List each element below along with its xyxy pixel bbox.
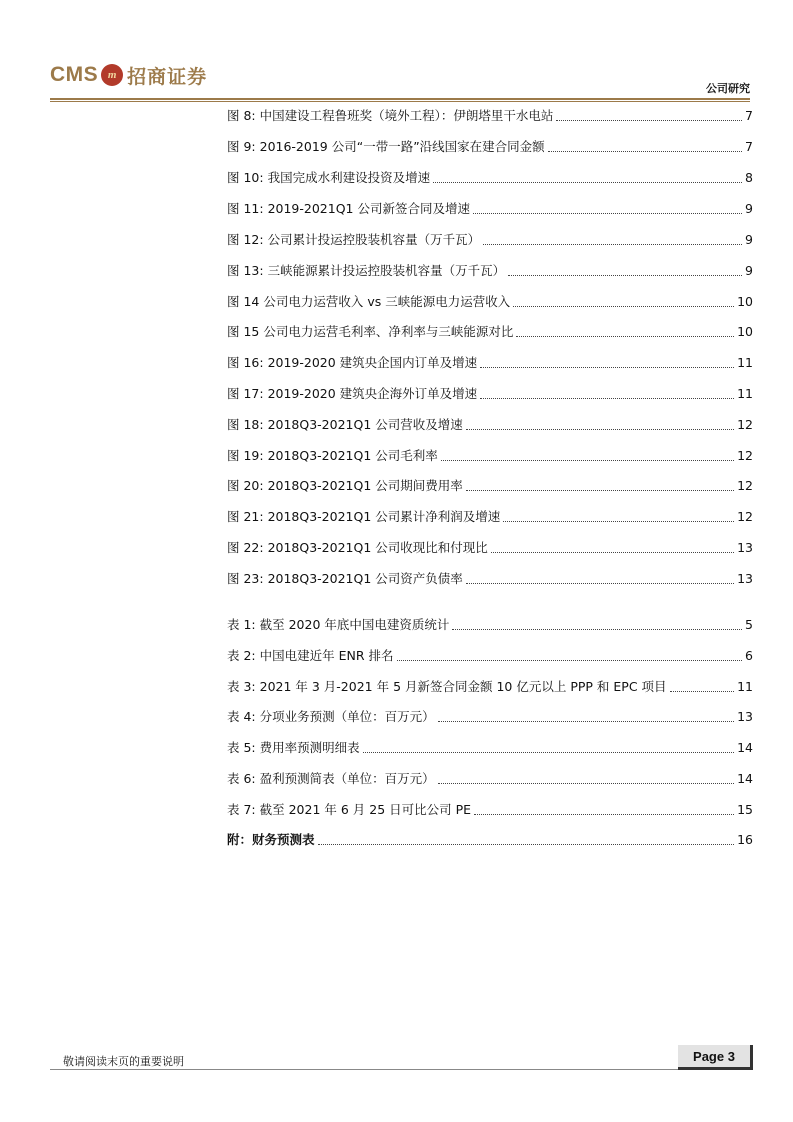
toc-leader [556,119,742,121]
toc-entry-label: 图 23: 2018Q3-2021Q1 公司资产负债率 [227,571,463,586]
toc-leader [483,243,742,245]
toc-entry[interactable] [227,507,753,527]
toc-leader [466,428,734,430]
toc-leader [466,582,734,584]
toc-entry[interactable] [227,800,753,820]
logo-emblem-icon: m [101,64,123,86]
toc-entry[interactable] [227,384,753,404]
toc-entry[interactable] [227,137,753,157]
toc-entry-page: 12 [737,448,753,463]
toc-leader [508,274,742,276]
toc-entry-label: 图 20: 2018Q3-2021Q1 公司期间费用率 [227,478,463,493]
toc-entry-page: 11 [737,386,753,401]
toc-entry-label: 附：财务预测表 [227,832,315,847]
toc-leader [441,459,734,461]
toc-leader [548,150,742,152]
toc-entry-page: 15 [737,802,753,817]
toc-leader [473,212,742,214]
toc-leader [513,305,734,307]
toc-entry-page: 5 [745,617,753,632]
toc-entry-page: 9 [745,201,753,216]
toc-entry-label: 图 13: 三峡能源累计投运控股装机容量（万千瓦） [227,263,506,278]
toc-entry-page: 13 [737,709,753,724]
toc-entry-label: 图 22: 2018Q3-2021Q1 公司收现比和付现比 [227,540,488,555]
page-number-badge: Page 3 [678,1045,753,1070]
toc-entry-page: 7 [745,139,753,154]
toc-entry[interactable] [227,569,753,589]
toc-entry-label: 表 4: 分项业务预测（单位：百万元） [227,709,435,724]
toc-entry-page: 7 [745,108,753,123]
toc-entry-label: 表 1: 截至 2020 年底中国电建资质统计 [227,617,450,632]
logo-latin-text: CMS [50,63,99,86]
toc-entry-label: 表 5: 费用率预测明细表 [227,740,360,755]
toc-leader [363,751,734,753]
toc-entry-label: 图 11: 2019-2021Q1 公司新签合同及增速 [227,201,470,216]
toc-entry-page: 12 [737,417,753,432]
toc-entry-label: 图 8: 中国建设工程鲁班奖（境外工程）：伊朗塔里干水电站 [227,108,554,123]
toc-leader [503,520,734,522]
toc-entry-page: 14 [737,771,753,786]
toc-entry-label: 图 16: 2019-2020 建筑央企国内订单及增速 [227,355,478,370]
logo-chinese-text: 招商证券 [127,65,208,88]
toc-leader [397,659,743,661]
company-logo [50,60,207,90]
toc-entry-label: 表 3: 2021 年 3 月-2021 年 5 月新签合同金额 10 亿元以上 PPP 和 EPC 项目 [227,679,667,694]
toc-entry-page: 12 [737,478,753,493]
toc-entry-page: 10 [737,294,753,309]
toc-entry-page: 9 [745,232,753,247]
toc-entry-page: 11 [737,355,753,370]
toc-entry-label: 图 14 公司电力运营收入 vs 三峡能源电力运营收入 [227,294,511,309]
toc-leader [452,628,742,630]
toc-leader [318,843,735,845]
section-label: 公司研究 [706,82,750,95]
page-footer [50,1045,753,1075]
toc-entry-label: 图 21: 2018Q3-2021Q1 公司累计净利润及增速 [227,509,501,524]
toc-entry-label: 表 2: 中国电建近年 ENR 排名 [227,648,394,663]
toc-entry[interactable] [227,446,753,466]
page-header [50,60,750,100]
toc-leader [480,397,734,399]
toc-entry-label: 图 17: 2019-2020 建筑央企海外订单及增速 [227,386,478,401]
toc-leader [516,335,734,337]
toc-entry-appendix[interactable] [227,830,753,850]
toc-entry[interactable] [227,353,753,373]
toc-entry-page: 8 [745,170,753,185]
toc-entry-label: 图 18: 2018Q3-2021Q1 公司营收及增速 [227,417,463,432]
toc-leader [466,489,734,491]
toc-leader [670,690,735,692]
toc-entry-page: 14 [737,740,753,755]
toc-entry[interactable] [227,677,753,697]
disclaimer-note: 敬请阅读末页的重要说明 [63,1055,184,1068]
toc-entry[interactable] [227,261,753,281]
toc-entry-page: 16 [737,832,753,847]
toc-entry-label: 图 12: 公司累计投运控股装机容量（万千瓦） [227,232,481,247]
toc-entry[interactable] [227,476,753,496]
toc-leader [433,181,742,183]
toc-entry[interactable] [227,538,753,558]
header-divider [50,98,750,100]
toc-entry-label: 图 9: 2016-2019 公司“一带一路”沿线国家在建合同金额 [227,139,545,154]
toc-entry[interactable] [227,106,753,126]
toc-entry-page: 9 [745,263,753,278]
toc-entry[interactable] [227,292,753,312]
toc-entry[interactable] [227,168,753,188]
toc-entry-page: 13 [737,571,753,586]
toc-leader [491,551,734,553]
toc-entry[interactable] [227,707,753,727]
toc-entry[interactable] [227,322,753,342]
toc-entry[interactable] [227,738,753,758]
toc-entry-label: 表 7: 截至 2021 年 6 月 25 日可比公司 PE [227,802,472,817]
toc-leader [438,782,734,784]
toc-entry-page: 10 [737,324,753,339]
header-divider-thin [50,101,750,102]
footer-divider [50,1069,753,1070]
toc-entry[interactable] [227,415,753,435]
toc-entry-page: 13 [737,540,753,555]
toc-entry[interactable] [227,769,753,789]
toc-entry[interactable] [227,615,753,635]
toc-leader [480,366,734,368]
toc-entry-page: 6 [745,648,753,663]
toc-entry[interactable] [227,230,753,250]
toc-leader [438,720,734,722]
toc-leader [474,813,734,815]
toc-entry-page: 12 [737,509,753,524]
toc-entry[interactable] [227,646,753,666]
toc-entry-label: 图 19: 2018Q3-2021Q1 公司毛利率 [227,448,438,463]
toc-entry-label: 表 6: 盈利预测简表（单位：百万元） [227,771,435,786]
toc-entry[interactable] [227,199,753,219]
toc-entry-page: 11 [737,679,753,694]
toc-entry-label: 图 15 公司电力运营毛利率、净利率与三峡能源对比 [227,324,514,339]
toc-entry-label: 图 10: 我国完成水利建设投资及增速 [227,170,431,185]
